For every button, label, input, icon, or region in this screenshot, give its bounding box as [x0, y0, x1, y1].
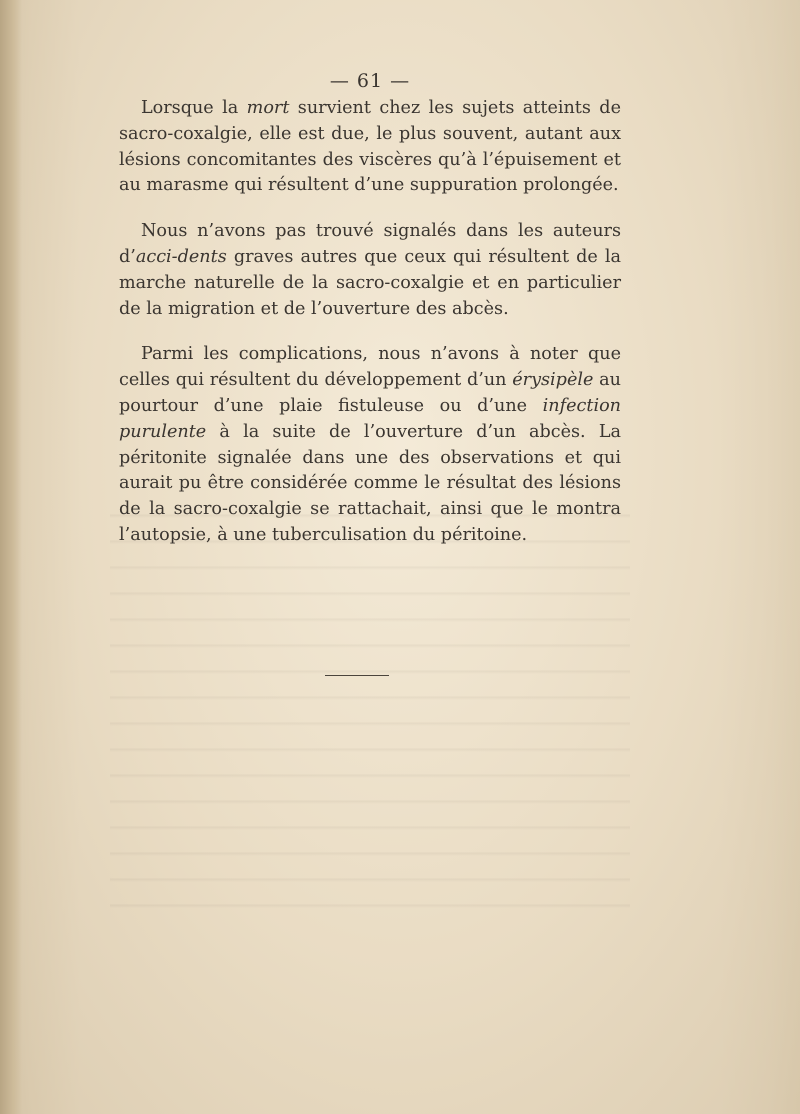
- italic-run: infection purulente: [119, 395, 621, 442]
- text-run: Lorsque la: [141, 98, 247, 118]
- text-run: Parmi les complications, nous n’avons à noter que celles qui résultent du développement d’un: [119, 344, 621, 391]
- paragraph: [119, 219, 621, 322]
- page-edge: [0, 0, 22, 1114]
- text-run: au pourtour d’une plaie fistuleuse ou d’une: [119, 370, 621, 416]
- section-divider: [325, 675, 389, 676]
- italic-run: acci-dents: [135, 246, 227, 267]
- text-run: graves autres que ceux qui résultent de la marche naturelle de la sacro-coxalgie et en particulier de la migration et de l’ouverture des abcès.: [119, 246, 621, 319]
- text-run: survient chez les sujets atteints de sacro-coxalgie, elle est due, le plus souvent, autant aux lésions concomitantes des viscères qu’à l’épuisement et au marasme qui résultent d’une suppuration prolongée.: [119, 98, 621, 196]
- text-run: Nous n’avons pas trouvé signalés dans les auteurs d’: [119, 221, 621, 267]
- paragraph: [119, 342, 621, 548]
- page-number: — 61 —: [329, 70, 411, 92]
- italic-run: mort: [246, 98, 290, 118]
- italic-run: érysipèle: [512, 370, 594, 391]
- paragraph: [119, 96, 621, 199]
- text-run: à la suite de l’ouverture d’un abcès. La péritonite signalée dans une des observations et qui aurait pu être considérée comme le résultat des lésions de la sacro-coxalgie se rattachait, ainsi que le montra l’autopsie, à une tuberculisation du péritoine.: [119, 421, 621, 545]
- body-text: [119, 96, 621, 569]
